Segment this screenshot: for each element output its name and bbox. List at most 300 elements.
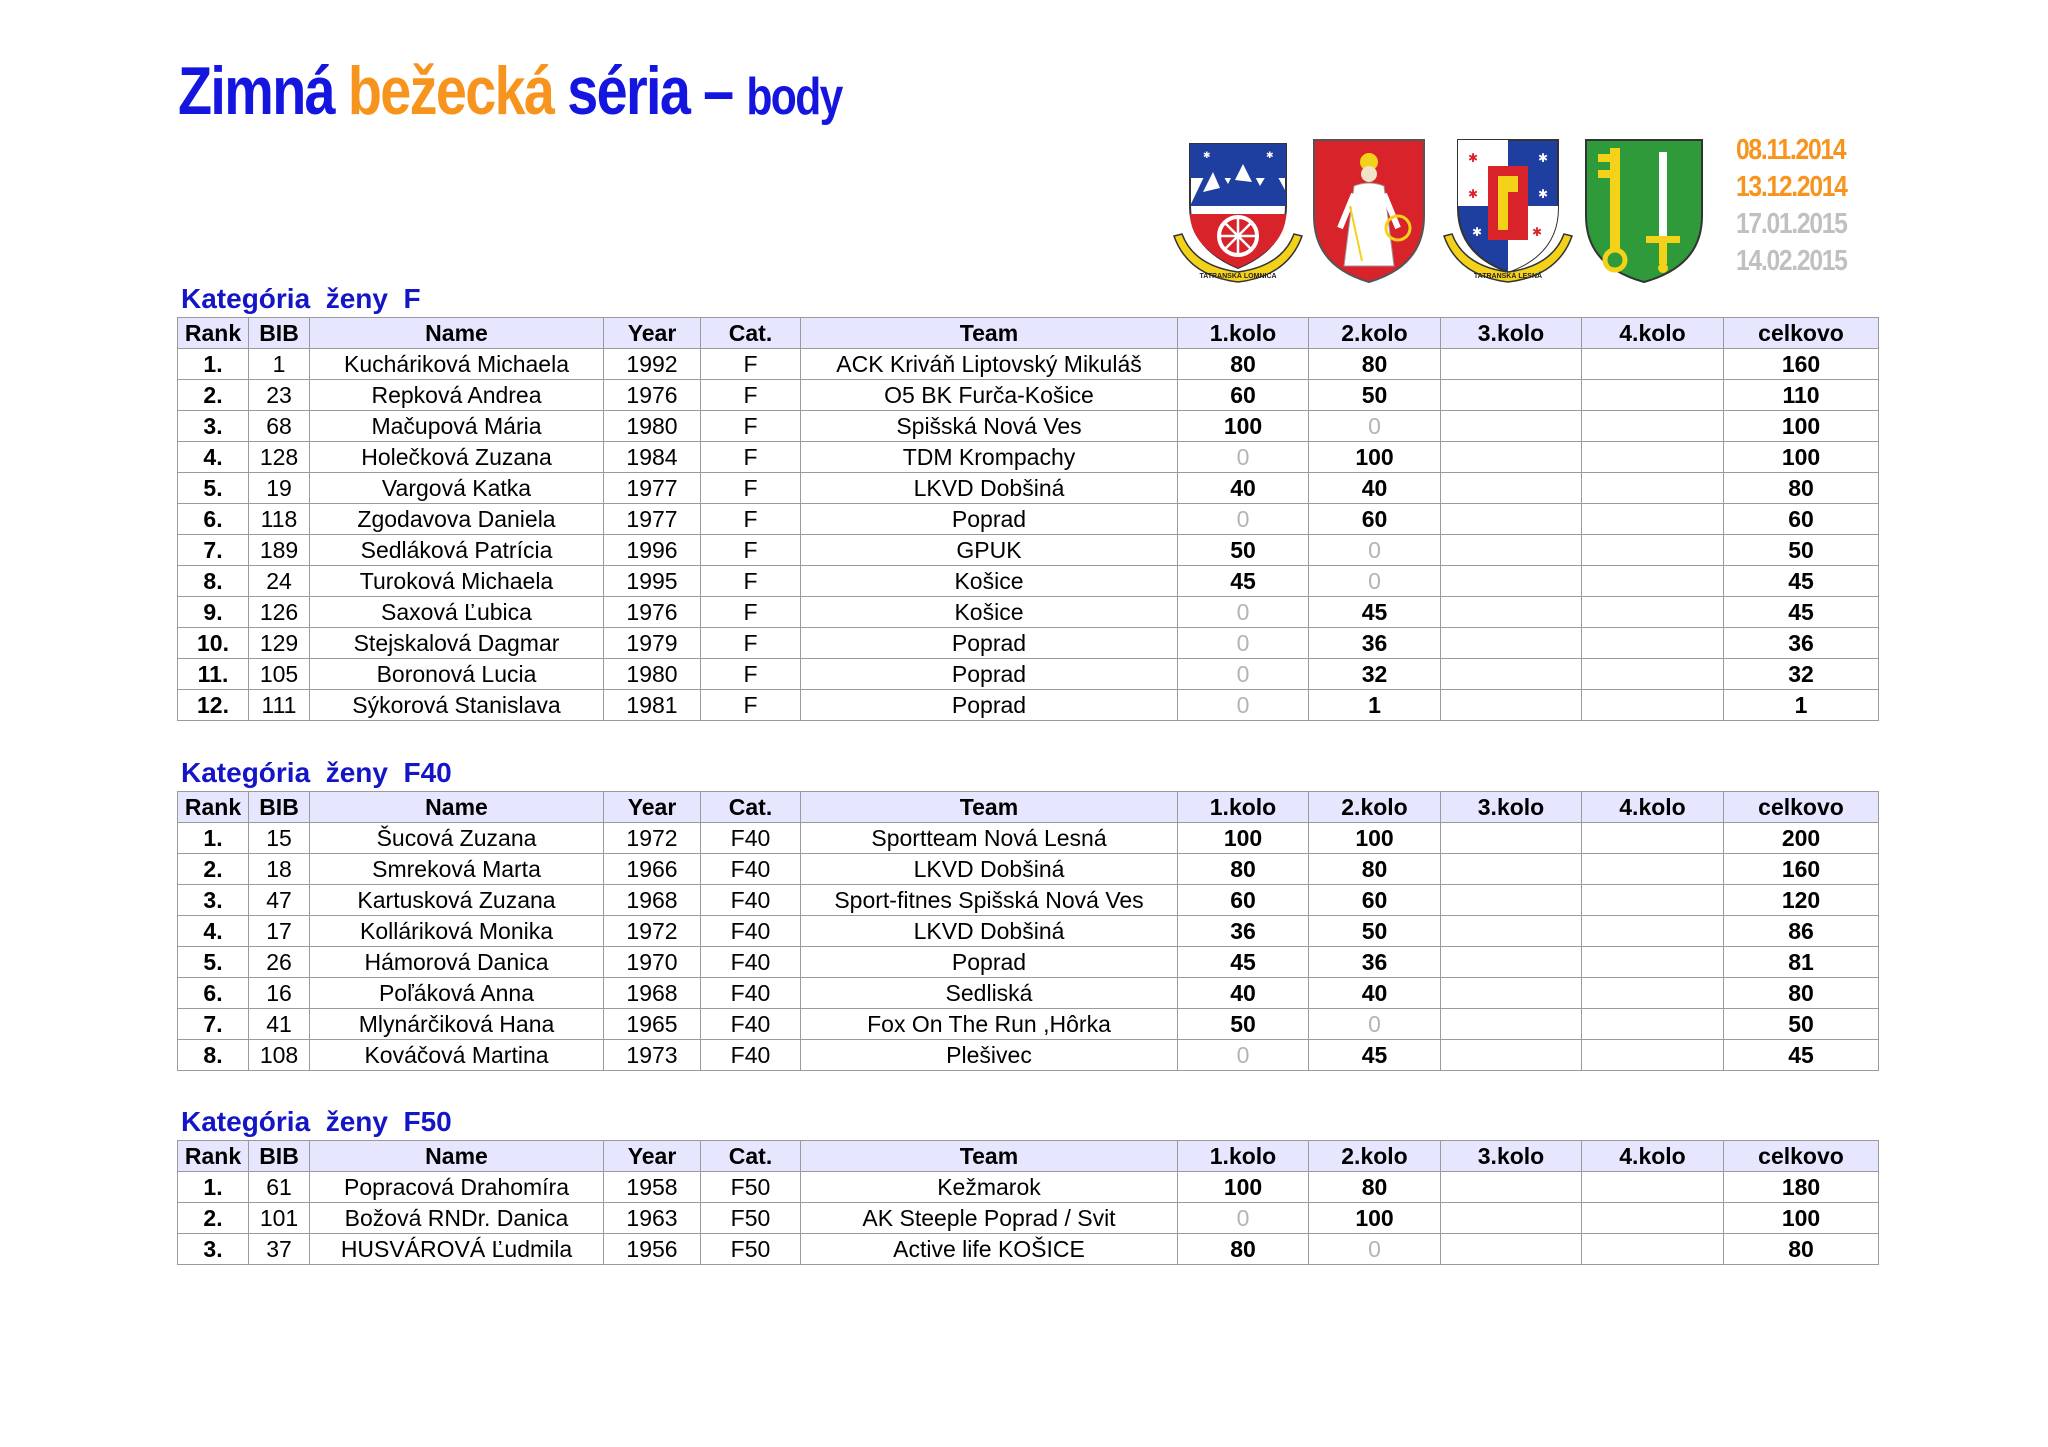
column-header-name: Name (310, 318, 604, 349)
cell-bib: 23 (249, 380, 310, 411)
race-dates (1736, 132, 1866, 280)
column-header-bib: BIB (249, 318, 310, 349)
cell-team: Fox On The Run ,Hôrka (801, 1009, 1178, 1040)
cell-cat: F (701, 690, 801, 721)
column-header-kolo4: 4.kolo (1582, 792, 1724, 823)
cell-rank: 3. (178, 411, 249, 442)
cell-kolo3 (1441, 628, 1582, 659)
cell-name: Boronová Lucia (310, 659, 604, 690)
cell-kolo3 (1441, 978, 1582, 1009)
cell-cat: F40 (701, 885, 801, 916)
cell-bib: 118 (249, 504, 310, 535)
cell-name: Kartusková Zuzana (310, 885, 604, 916)
cell-cat: F (701, 628, 801, 659)
cell-team: Sportteam Nová Lesná (801, 823, 1178, 854)
cell-kolo1: 80 (1178, 854, 1309, 885)
cell-kolo1: 40 (1178, 978, 1309, 1009)
cell-bib: 101 (249, 1203, 310, 1234)
results-table-f40 (177, 791, 1879, 1071)
cell-kolo4 (1582, 535, 1724, 566)
cell-kolo2: 40 (1309, 978, 1441, 1009)
cell-bib: 61 (249, 1172, 310, 1203)
column-header-team: Team (801, 792, 1178, 823)
column-header-kolo4: 4.kolo (1582, 1141, 1724, 1172)
cell-kolo2: 50 (1309, 380, 1441, 411)
table-row (178, 473, 1879, 504)
cell-kolo3 (1441, 380, 1582, 411)
cell-team: Kežmarok (801, 1172, 1178, 1203)
cell-kolo2: 0 (1309, 566, 1441, 597)
cell-kolo1: 100 (1178, 823, 1309, 854)
cell-total: 86 (1724, 916, 1879, 947)
cell-name: Saxová Ľubica (310, 597, 604, 628)
table-row (178, 947, 1879, 978)
table-row (178, 349, 1879, 380)
cell-cat: F40 (701, 947, 801, 978)
column-header-rank: Rank (178, 1141, 249, 1172)
cell-cat: F (701, 442, 801, 473)
cell-year: 1979 (604, 628, 701, 659)
results-table-f50 (177, 1140, 1879, 1265)
cell-kolo1: 50 (1178, 535, 1309, 566)
cell-kolo1: 45 (1178, 566, 1309, 597)
cell-total: 45 (1724, 597, 1879, 628)
cell-year: 1972 (604, 916, 701, 947)
column-header-kolo1: 1.kolo (1178, 318, 1309, 349)
cell-rank: 1. (178, 349, 249, 380)
cell-team: LKVD Dobšiná (801, 854, 1178, 885)
crest-3-label: TATRANSKÁ LESNÁ (1473, 273, 1543, 280)
cell-kolo3 (1441, 1040, 1582, 1071)
section-title-f40: Kategória ženy F40 (181, 757, 452, 788)
cell-name: HUSVÁROVÁ Ľudmila (310, 1234, 604, 1265)
cell-kolo4 (1582, 1172, 1724, 1203)
column-header-rank: Rank (178, 792, 249, 823)
cell-kolo1: 60 (1178, 885, 1309, 916)
cell-total: 80 (1724, 1234, 1879, 1265)
cell-bib: 37 (249, 1234, 310, 1265)
results-table-f (177, 317, 1879, 721)
cell-total: 160 (1724, 349, 1879, 380)
cell-cat: F50 (701, 1172, 801, 1203)
cell-kolo4 (1582, 690, 1724, 721)
cell-rank: 6. (178, 978, 249, 1009)
column-header-kolo3: 3.kolo (1441, 318, 1582, 349)
cell-team: TDM Krompachy (801, 442, 1178, 473)
cell-rank: 7. (178, 535, 249, 566)
cell-name: Stejskalová Dagmar (310, 628, 604, 659)
tatranska-lesna-crest-icon (1442, 136, 1574, 286)
race-date-3: 17.01.2015 (1736, 208, 1847, 240)
svg-text:✱: ✱ (1468, 187, 1479, 201)
cell-cat: F40 (701, 823, 801, 854)
cell-bib: 17 (249, 916, 310, 947)
cell-kolo2: 50 (1309, 916, 1441, 947)
cell-rank: 12. (178, 690, 249, 721)
table-row (178, 1009, 1879, 1040)
cell-total: 32 (1724, 659, 1879, 690)
cell-year: 1984 (604, 442, 701, 473)
cell-name: Zgodavova Daniela (310, 504, 604, 535)
cell-kolo4 (1582, 978, 1724, 1009)
cell-cat: F (701, 566, 801, 597)
cell-cat: F (701, 380, 801, 411)
cell-year: 1968 (604, 885, 701, 916)
cell-bib: 111 (249, 690, 310, 721)
cell-rank: 9. (178, 597, 249, 628)
cell-total: 80 (1724, 978, 1879, 1009)
cell-kolo1: 100 (1178, 1172, 1309, 1203)
cell-name: Kováčová Martina (310, 1040, 604, 1071)
cell-bib: 1 (249, 349, 310, 380)
cell-kolo3 (1441, 597, 1582, 628)
cell-cat: F (701, 597, 801, 628)
cell-total: 45 (1724, 566, 1879, 597)
table-header-row (178, 318, 1879, 349)
cell-bib: 16 (249, 978, 310, 1009)
cell-total: 60 (1724, 504, 1879, 535)
cell-cat: F40 (701, 1040, 801, 1071)
cell-kolo2: 0 (1309, 535, 1441, 566)
cell-rank: 2. (178, 854, 249, 885)
tatranska-lomnica-crest-icon (1168, 136, 1308, 286)
cell-rank: 2. (178, 380, 249, 411)
cell-bib: 26 (249, 947, 310, 978)
cell-kolo2: 45 (1309, 1040, 1441, 1071)
column-header-total: celkovo (1724, 792, 1879, 823)
cell-kolo1: 0 (1178, 442, 1309, 473)
cell-team: Košice (801, 566, 1178, 597)
cell-kolo2: 0 (1309, 1234, 1441, 1265)
cell-rank: 4. (178, 916, 249, 947)
cell-team: ACK Kriváň Liptovský Mikuláš (801, 349, 1178, 380)
table-row (178, 978, 1879, 1009)
cell-kolo2: 0 (1309, 411, 1441, 442)
table-row (178, 504, 1879, 535)
cell-kolo3 (1441, 473, 1582, 504)
cell-kolo3 (1441, 504, 1582, 535)
cell-kolo3 (1441, 1203, 1582, 1234)
cell-kolo2: 80 (1309, 1172, 1441, 1203)
cell-kolo4 (1582, 442, 1724, 473)
cell-kolo4 (1582, 1040, 1724, 1071)
svg-text:✱: ✱ (1266, 150, 1274, 160)
saint-figure-crest-icon (1310, 136, 1428, 286)
table-row (178, 1172, 1879, 1203)
cell-team: O5 BK Furča-Košice (801, 380, 1178, 411)
cell-name: Holečková Zuzana (310, 442, 604, 473)
column-header-name: Name (310, 1141, 604, 1172)
cell-rank: 4. (178, 442, 249, 473)
cell-cat: F (701, 535, 801, 566)
cell-year: 1968 (604, 978, 701, 1009)
cell-bib: 129 (249, 628, 310, 659)
column-header-total: celkovo (1724, 1141, 1879, 1172)
cell-cat: F40 (701, 916, 801, 947)
page-title (178, 52, 842, 130)
column-header-rank: Rank (178, 318, 249, 349)
cell-cat: F (701, 411, 801, 442)
cell-year: 1980 (604, 659, 701, 690)
cell-kolo1: 0 (1178, 690, 1309, 721)
cell-cat: F40 (701, 854, 801, 885)
cell-rank: 6. (178, 504, 249, 535)
cell-kolo4 (1582, 1234, 1724, 1265)
cell-rank: 8. (178, 566, 249, 597)
column-header-bib: BIB (249, 1141, 310, 1172)
cell-total: 100 (1724, 411, 1879, 442)
cell-kolo1: 40 (1178, 473, 1309, 504)
cell-kolo4 (1582, 566, 1724, 597)
cell-bib: 15 (249, 823, 310, 854)
table-row (178, 885, 1879, 916)
table-row (178, 628, 1879, 659)
cell-name: Hámorová Danica (310, 947, 604, 978)
table-header-row (178, 1141, 1879, 1172)
table-row (178, 659, 1879, 690)
table-row (178, 566, 1879, 597)
cell-year: 1992 (604, 349, 701, 380)
municipal-crests (1168, 136, 1708, 286)
title-word-4: body (746, 68, 842, 126)
race-date-2: 13.12.2014 (1736, 171, 1847, 203)
cell-kolo3 (1441, 1234, 1582, 1265)
cell-name: Mlynárčiková Hana (310, 1009, 604, 1040)
cell-kolo2: 100 (1309, 1203, 1441, 1234)
cell-total: 110 (1724, 380, 1879, 411)
cell-kolo3 (1441, 947, 1582, 978)
cell-rank: 3. (178, 885, 249, 916)
cell-total: 120 (1724, 885, 1879, 916)
title-dash: – (703, 53, 733, 129)
cell-name: Kolláriková Monika (310, 916, 604, 947)
cell-kolo3 (1441, 823, 1582, 854)
svg-text:✱: ✱ (1538, 151, 1549, 165)
cell-kolo2: 80 (1309, 349, 1441, 380)
cell-total: 160 (1724, 854, 1879, 885)
cell-name: Smreková Marta (310, 854, 604, 885)
cell-total: 100 (1724, 442, 1879, 473)
cell-rank: 11. (178, 659, 249, 690)
cell-rank: 7. (178, 1009, 249, 1040)
cell-year: 1995 (604, 566, 701, 597)
cell-kolo4 (1582, 504, 1724, 535)
table-row (178, 690, 1879, 721)
cell-kolo2: 45 (1309, 597, 1441, 628)
cell-kolo1: 0 (1178, 659, 1309, 690)
cell-kolo1: 36 (1178, 916, 1309, 947)
table-row (178, 823, 1879, 854)
cell-name: Popracová Drahomíra (310, 1172, 604, 1203)
column-header-kolo4: 4.kolo (1582, 318, 1724, 349)
cell-year: 1980 (604, 411, 701, 442)
cell-year: 1956 (604, 1234, 701, 1265)
cell-team: GPUK (801, 535, 1178, 566)
cell-kolo3 (1441, 1172, 1582, 1203)
cell-cat: F (701, 473, 801, 504)
cell-bib: 126 (249, 597, 310, 628)
cell-kolo4 (1582, 1009, 1724, 1040)
svg-text:✱: ✱ (1203, 150, 1211, 160)
column-header-year: Year (604, 792, 701, 823)
cell-kolo4 (1582, 947, 1724, 978)
cell-team: Poprad (801, 947, 1178, 978)
cell-kolo1: 50 (1178, 1009, 1309, 1040)
cell-total: 50 (1724, 535, 1879, 566)
cell-kolo2: 60 (1309, 885, 1441, 916)
cell-kolo1: 80 (1178, 349, 1309, 380)
cell-team: Active life KOŠICE (801, 1234, 1178, 1265)
cell-total: 100 (1724, 1203, 1879, 1234)
cell-team: Poprad (801, 659, 1178, 690)
cell-kolo3 (1441, 885, 1582, 916)
cell-rank: 3. (178, 1234, 249, 1265)
column-header-kolo2: 2.kolo (1309, 318, 1441, 349)
cell-kolo4 (1582, 473, 1724, 504)
cell-year: 1981 (604, 690, 701, 721)
cell-kolo2: 60 (1309, 504, 1441, 535)
column-header-bib: BIB (249, 792, 310, 823)
race-date-4: 14.02.2015 (1736, 245, 1847, 277)
cell-year: 1965 (604, 1009, 701, 1040)
svg-text:✱: ✱ (1532, 225, 1543, 239)
race-date-1: 08.11.2014 (1736, 134, 1846, 166)
cell-kolo3 (1441, 566, 1582, 597)
cell-cat: F50 (701, 1234, 801, 1265)
cell-kolo1: 0 (1178, 597, 1309, 628)
column-header-kolo2: 2.kolo (1309, 792, 1441, 823)
table-row (178, 380, 1879, 411)
cell-kolo4 (1582, 411, 1724, 442)
cell-kolo1: 60 (1178, 380, 1309, 411)
title-word-3: séria (567, 53, 690, 129)
cell-rank: 5. (178, 473, 249, 504)
cell-kolo1: 0 (1178, 504, 1309, 535)
cell-name: Sýkorová Stanislava (310, 690, 604, 721)
cell-team: AK Steeple Poprad / Svit (801, 1203, 1178, 1234)
column-header-kolo1: 1.kolo (1178, 792, 1309, 823)
column-header-kolo3: 3.kolo (1441, 1141, 1582, 1172)
cell-bib: 128 (249, 442, 310, 473)
cell-team: Poprad (801, 628, 1178, 659)
cell-kolo4 (1582, 349, 1724, 380)
table-row (178, 1234, 1879, 1265)
column-header-year: Year (604, 1141, 701, 1172)
title-word-1: Zimná (178, 53, 335, 129)
cell-kolo3 (1441, 411, 1582, 442)
table-row (178, 1203, 1879, 1234)
cell-cat: F (701, 659, 801, 690)
cell-year: 1958 (604, 1172, 701, 1203)
cell-team: Plešivec (801, 1040, 1178, 1071)
cell-team: Košice (801, 597, 1178, 628)
cell-kolo4 (1582, 1203, 1724, 1234)
cell-kolo1: 0 (1178, 1203, 1309, 1234)
cell-year: 1972 (604, 823, 701, 854)
cell-kolo2: 36 (1309, 947, 1441, 978)
title-word-2: bežecká (347, 53, 554, 129)
column-header-cat: Cat. (701, 318, 801, 349)
column-header-cat: Cat. (701, 1141, 801, 1172)
cell-total: 50 (1724, 1009, 1879, 1040)
column-header-year: Year (604, 318, 701, 349)
cell-cat: F40 (701, 978, 801, 1009)
cell-cat: F50 (701, 1203, 801, 1234)
cell-kolo4 (1582, 854, 1724, 885)
cell-kolo2: 40 (1309, 473, 1441, 504)
table-row (178, 854, 1879, 885)
cell-total: 36 (1724, 628, 1879, 659)
section-title-f: Kategória ženy F (181, 283, 421, 314)
cell-kolo2: 100 (1309, 823, 1441, 854)
cell-kolo4 (1582, 885, 1724, 916)
cell-total: 200 (1724, 823, 1879, 854)
cell-rank: 5. (178, 947, 249, 978)
cell-kolo1: 100 (1178, 411, 1309, 442)
cell-name: Vargová Katka (310, 473, 604, 504)
cell-name: Poľáková Anna (310, 978, 604, 1009)
cell-year: 1970 (604, 947, 701, 978)
table-row (178, 597, 1879, 628)
cell-kolo1: 45 (1178, 947, 1309, 978)
column-header-kolo1: 1.kolo (1178, 1141, 1309, 1172)
cell-bib: 41 (249, 1009, 310, 1040)
cell-team: Sedliská (801, 978, 1178, 1009)
cell-kolo4 (1582, 380, 1724, 411)
table-header-row (178, 792, 1879, 823)
cell-name: Mačupová Mária (310, 411, 604, 442)
cell-bib: 47 (249, 885, 310, 916)
cell-team: Spišská Nová Ves (801, 411, 1178, 442)
cell-kolo3 (1441, 349, 1582, 380)
column-header-team: Team (801, 1141, 1178, 1172)
column-header-name: Name (310, 792, 604, 823)
cell-cat: F40 (701, 1009, 801, 1040)
cell-bib: 24 (249, 566, 310, 597)
cell-bib: 105 (249, 659, 310, 690)
cell-rank: 2. (178, 1203, 249, 1234)
cell-year: 1977 (604, 504, 701, 535)
table-row (178, 1040, 1879, 1071)
column-header-kolo2: 2.kolo (1309, 1141, 1441, 1172)
cell-kolo3 (1441, 690, 1582, 721)
cell-bib: 18 (249, 854, 310, 885)
cell-total: 80 (1724, 473, 1879, 504)
table-row (178, 411, 1879, 442)
cell-kolo1: 80 (1178, 1234, 1309, 1265)
cell-total: 1 (1724, 690, 1879, 721)
cell-rank: 10. (178, 628, 249, 659)
cell-year: 1977 (604, 473, 701, 504)
cell-year: 1966 (604, 854, 701, 885)
cell-bib: 19 (249, 473, 310, 504)
cell-total: 180 (1724, 1172, 1879, 1203)
cell-cat: F (701, 504, 801, 535)
cell-kolo2: 36 (1309, 628, 1441, 659)
cell-cat: F (701, 349, 801, 380)
cell-name: Turoková Michaela (310, 566, 604, 597)
cell-kolo3 (1441, 916, 1582, 947)
cell-kolo2: 80 (1309, 854, 1441, 885)
cell-year: 1976 (604, 597, 701, 628)
table-row (178, 442, 1879, 473)
cell-team: LKVD Dobšiná (801, 473, 1178, 504)
cell-year: 1976 (604, 380, 701, 411)
cell-name: Repková Andrea (310, 380, 604, 411)
table-row (178, 916, 1879, 947)
cell-kolo2: 1 (1309, 690, 1441, 721)
cell-kolo2: 0 (1309, 1009, 1441, 1040)
